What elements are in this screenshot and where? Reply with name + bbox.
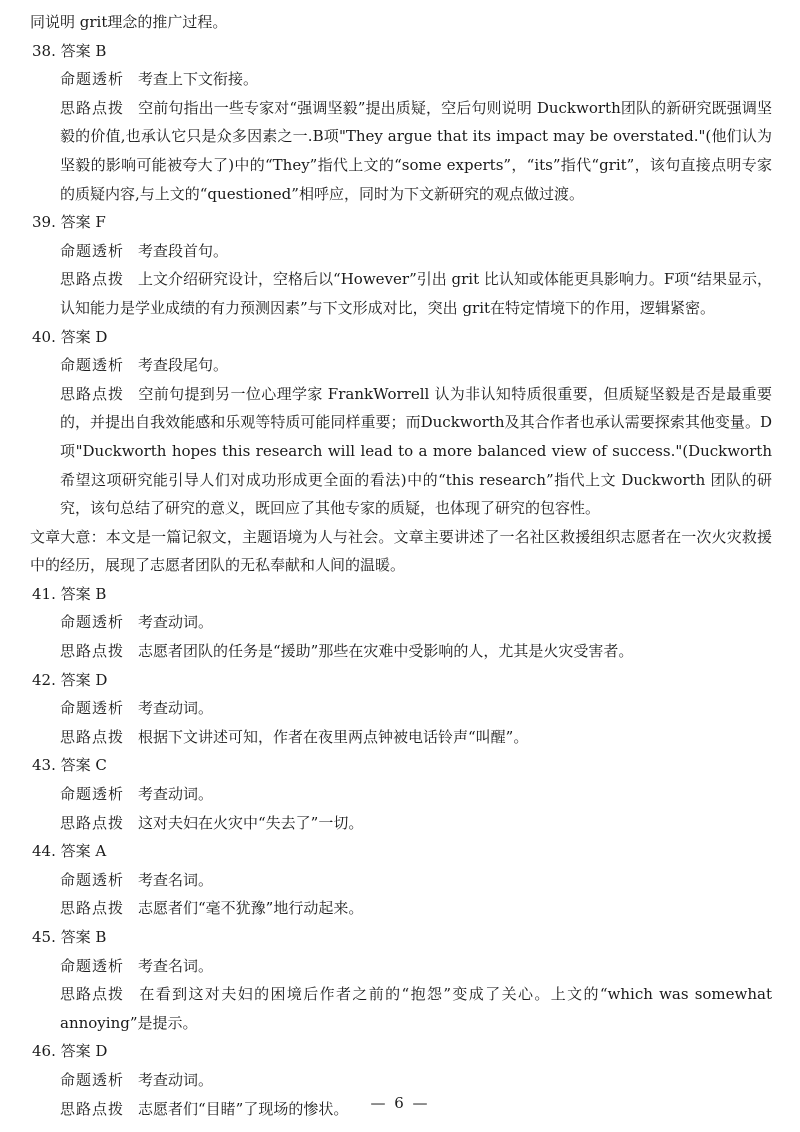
analysis-text: 考查名词。: [138, 956, 214, 975]
answer-38: 38. 答案 B: [32, 41, 107, 60]
reasoning-44: [30, 894, 772, 923]
analysis-43: [30, 780, 772, 809]
reasoning-43: [30, 809, 772, 838]
reasoning-text: 志愿者团队的任务是“援助”那些在灾难中受影响的人，尤其是火灾受害者。: [138, 642, 634, 661]
analysis-text: 考查动词。: [138, 613, 214, 632]
analysis-44: [30, 866, 772, 895]
reasoning-label: 思路点拨: [60, 985, 125, 1004]
analysis-text: 考查名词。: [138, 870, 214, 889]
answer-46: 46. 答案 D: [32, 1042, 108, 1061]
answer-43: 43. 答案 C: [32, 756, 107, 775]
analysis-45: [30, 952, 772, 981]
reasoning-label: 思路点拨: [60, 1099, 125, 1118]
analysis-label: 命题透析: [60, 241, 125, 260]
reasoning-45: [30, 980, 772, 1037]
analysis-42: [30, 694, 772, 723]
analysis-label: 命题透析: [60, 699, 125, 718]
answer-45: 45. 答案 B: [32, 928, 107, 946]
answer-41: 41. 答案 B: [32, 584, 107, 603]
analysis-38: [30, 65, 772, 94]
answer-40: 40. 答案 D: [32, 327, 108, 346]
reasoning-label: 思路点拨: [60, 813, 125, 832]
reasoning-39: [30, 265, 772, 322]
analysis-label: 命题透析: [60, 956, 125, 975]
analysis-label: 命题透析: [60, 356, 125, 375]
analysis-text: 考查上下文衔接。: [138, 70, 259, 89]
reasoning-label: 思路点拨: [60, 642, 125, 661]
reasoning-text: 志愿者们“毫不犹豫”地行动起来。: [138, 899, 364, 918]
analysis-text: 考查段尾句。: [138, 356, 229, 375]
analysis-label: 命题透析: [60, 1070, 125, 1089]
analysis-text: 考查段首句。: [138, 241, 229, 260]
page-number: — 6 —: [370, 1094, 430, 1112]
reasoning-label: 思路点拨: [60, 384, 125, 403]
analysis-text: 考查动词。: [138, 1070, 214, 1089]
reasoning-40: [30, 380, 772, 523]
answer-44: 44. 答案 A: [32, 842, 107, 861]
article-summary: 文章大意：本文是一篇记叙文，主题语境为人与社会。文章主要讲述了一名社区救援组织志愿者在一次火灾救援中的经历，展现了志愿者团队的无私奉献和人间的温暖。: [30, 527, 772, 575]
reasoning-label: 思路点拨: [60, 727, 125, 746]
reasoning-label: 思路点拨: [60, 899, 125, 918]
reasoning-text: 志愿者们“目睹”了现场的惨状。: [138, 1099, 349, 1118]
analysis-text: 考查动词。: [138, 785, 214, 804]
reasoning-text: 上文介绍研究设计，空格后以“However”引出 grit 比认知或体能更具影响力。F项“结果显示，认知能力是学业成绩的有力预测因素”与下文形成对比，突出 grit在特定情境下的作用，逻辑紧密。: [60, 270, 772, 317]
answer-42: 42. 答案 D: [32, 670, 108, 689]
reasoning-38: [30, 94, 772, 208]
analysis-label: 命题透析: [60, 870, 125, 889]
intro-line: 同说明 grit理念的推广过程。: [30, 13, 228, 31]
reasoning-text: 空前句指出一些专家对“强调坚毅”提出质疑，空后句则说明 Duckworth团队的新研究既强调坚毅的价值,也承认它只是众多因素之一.B项"They argue that its impact may be overstated."(他们认为坚毅的影响可能被夸大了)中的“They”指代上文的“some experts”，“its”指代“grit”，该句直接点明专家的质疑内容,与上文的“questioned”相呼应，同时为下文新研究的观点做过渡。: [60, 98, 772, 203]
reasoning-label: 思路点拨: [60, 98, 125, 117]
reasoning-text: 在看到这对夫妇的困境后作者之前的“抱怨”变成了关心。上文的“which was somewhat annoying”是提示。: [60, 985, 772, 1032]
analysis-label: 命题透析: [60, 785, 125, 804]
analysis-39: [30, 237, 772, 266]
analysis-label: 命题透析: [60, 613, 125, 632]
analysis-label: 命题透析: [60, 70, 125, 89]
reasoning-text: 这对夫妇在火灾中“失去了”一切。: [138, 813, 364, 832]
analysis-46: [30, 1066, 772, 1095]
reasoning-text: 根据下文讲述可知，作者在夜里两点钟被电话铃声“叫醒”。: [138, 727, 529, 746]
reasoning-label: 思路点拨: [60, 270, 125, 289]
reasoning-41: [30, 637, 772, 666]
reasoning-text: 空前句提到另一位心理学家 FrankWorrell 认为非认知特质很重要，但质疑坚毅是否是最重要的，并提出自我效能感和乐观等特质可能同样重要；而Duckworth及其合作者也承认需要探索其他变量。D项"Duckworth hopes this research will lead to a more balanced view of success."(Duckworth 希望这项研究能引导人们对成功形成更全面的看法)中的“this research”指代上文 Duckworth 团队的研究，该句总结了研究的意义，既回应了其他专家的质疑，也体现了研究的包容性。: [60, 384, 772, 518]
analysis-text: 考查动词。: [138, 699, 214, 718]
answer-39: 39. 答案 F: [32, 213, 106, 232]
analysis-41: [30, 608, 772, 637]
reasoning-42: [30, 723, 772, 752]
analysis-40: [30, 351, 772, 380]
